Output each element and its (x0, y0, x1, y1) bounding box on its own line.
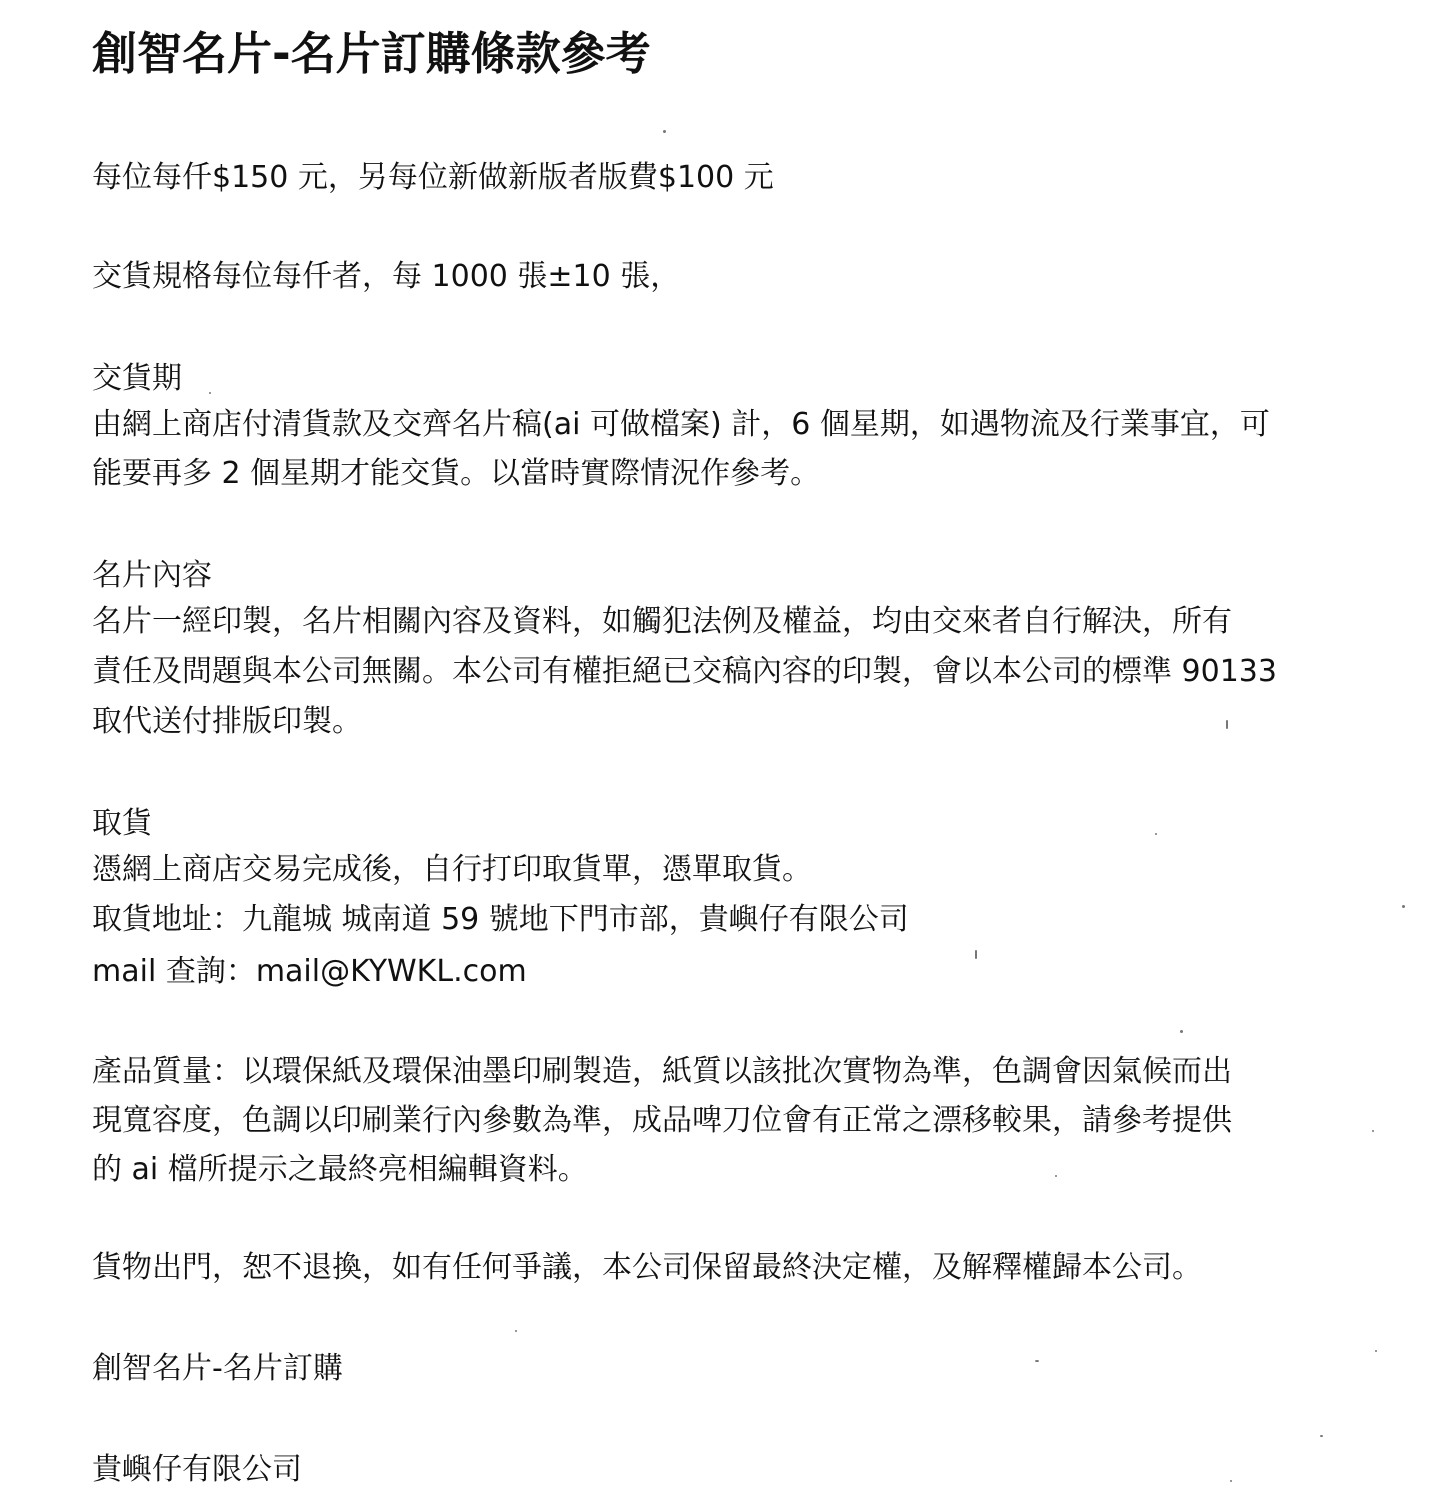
returns-text: 貨物出門，恕不退換，如有任何爭議，本公司保留最終決定權，及解釋權歸本公司。 (92, 1250, 1202, 1285)
scan-speck (1375, 1350, 1377, 1352)
quality-line: 的 ai 檔所提示之最終亮相編輯資料。 (92, 1152, 588, 1187)
delivery-period-line: 能要再多 2 個星期才能交貨。以當時實際情況作參考。 (92, 456, 821, 491)
scan-speck (1226, 720, 1228, 729)
pickup-mail: mail 查詢：mail@KYWKL.com (92, 954, 527, 989)
pickup-heading: 取貨 (92, 806, 152, 841)
scan-speck (1035, 1360, 1039, 1362)
scan-speck (1055, 1175, 1057, 1177)
document-page (92, 0, 1392, 1500)
footer-company: 貴嶼仔有限公司 (92, 1452, 302, 1487)
footer-brand: 創智名片-名片訂購 (92, 1351, 343, 1386)
delivery-period-heading: 交貨期 (92, 361, 182, 396)
scan-speck (1402, 905, 1405, 908)
card-content-line: 名片一經印製，名片相關內容及資料，如觸犯法例及權益，均由交來者自行解決，所有 (92, 604, 1232, 639)
scan-speck (1155, 833, 1157, 835)
document-title: 創智名片-名片訂購條款參考 (92, 27, 651, 80)
delivery-period-line: 由網上商店付清貨款及交齊名片稿(ai 可做檔案) 計，6 個星期，如遇物流及行業事宜，可 (92, 407, 1270, 442)
card-content-line: 責任及問題與本公司無關。本公司有權拒絕已交稿內容的印製，會以本公司的標準 90133 (92, 654, 1277, 689)
scan-speck (515, 1330, 517, 1332)
delivery-spec-text: 交貨規格每位每仟者，每 1000 張±10 張， (92, 259, 681, 294)
scan-speck (1320, 1435, 1323, 1437)
scan-speck (1230, 1480, 1232, 1482)
pickup-line: 憑網上商店交易完成後，自行打印取貨單，憑單取貨。 (92, 852, 812, 887)
pickup-address: 取貨地址：九龍城 城南道 59 號地下門市部，貴嶼仔有限公司 (92, 902, 909, 937)
card-content-line: 取代送付排版印製。 (92, 704, 362, 739)
card-content-heading: 名片內容 (92, 558, 212, 593)
scan-speck (209, 392, 211, 394)
scan-speck (1180, 1030, 1183, 1033)
scan-speck (975, 950, 977, 959)
scan-speck (663, 130, 666, 133)
scan-speck (1372, 1130, 1374, 1132)
quality-line: 現寬容度，色調以印刷業行內參數為準，成品啤刀位會有正常之漂移較果，請參考提供 (92, 1103, 1232, 1138)
quality-line: 產品質量：以環保紙及環保油墨印刷製造，紙質以該批次實物為準，色調會因氣候而出 (92, 1054, 1232, 1089)
pricing-text: 每位每仟$150 元，另每位新做新版者版費$100 元 (92, 160, 774, 195)
